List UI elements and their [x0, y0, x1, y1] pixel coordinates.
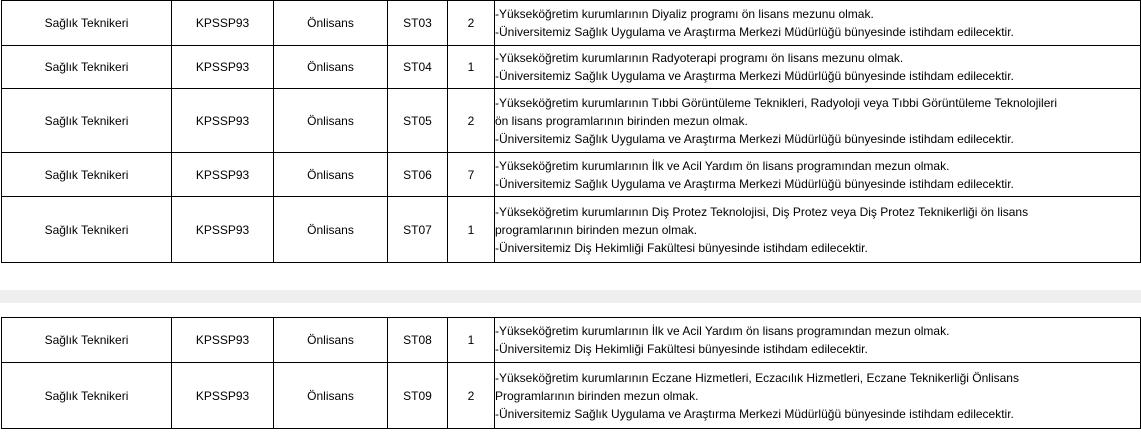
- positions-table-bottom: [1, 317, 1141, 429]
- education-level: Önlisans: [274, 46, 388, 89]
- table-row: [2, 318, 1141, 363]
- education-level: Önlisans: [274, 89, 388, 153]
- requirement-line: -Yükseköğretim kurumlarının Radyoterapi programı ön lisans mezunu olmak.: [495, 51, 904, 65]
- position-title: Sağlık Teknikeri: [2, 89, 172, 153]
- requirement-line: -Yükseköğretim kurumlarının İlk ve Acil Yardım ön lisans programından mezun olmak.: [495, 324, 950, 338]
- position-code: ST08: [388, 318, 448, 363]
- score-type: KPSSP93: [172, 153, 274, 197]
- requirement-line: programlarının birinden mezun olmak.: [495, 222, 698, 237]
- education-level: Önlisans: [274, 318, 388, 363]
- position-code: ST05: [388, 89, 448, 153]
- position-code: ST07: [388, 197, 448, 263]
- table-row: [2, 89, 1141, 153]
- position-title: Sağlık Teknikeri: [2, 46, 172, 89]
- position-count: 1: [448, 318, 495, 363]
- requirements-cell: [495, 153, 1141, 197]
- score-type: KPSSP93: [172, 46, 274, 89]
- position-code: ST09: [388, 363, 448, 429]
- position-code: ST03: [388, 1, 448, 46]
- requirement-line: -Yükseköğretim kurumlarının Diyaliz programı ön lisans mezunu olmak.: [495, 7, 874, 21]
- position-count: 2: [448, 363, 495, 429]
- positions-table-top: [1, 0, 1141, 263]
- score-type: KPSSP93: [172, 197, 274, 263]
- requirement-line: -Yükseköğretim kurumlarının Diş Protez Teknolojisi, Diş Protez veya Diş Protez Teknikerliği ön lisans: [495, 204, 1029, 219]
- requirement-line: -Üniversitemiz Sağlık Uygulama ve Araştırma Merkezi Müdürlüğü bünyesinde istihdam edilecektir.: [495, 131, 1014, 146]
- requirement-line: -Üniversitemiz Sağlık Uygulama ve Araştırma Merkezi Müdürlüğü bünyesinde istihdam edilecektir.: [495, 25, 1014, 39]
- requirements-cell: [495, 46, 1141, 89]
- position-title: Sağlık Teknikeri: [2, 153, 172, 197]
- page-gap: [0, 290, 1141, 303]
- requirement-line: -Üniversitemiz Diş Hekimliği Fakültesi bünyesinde istihdam edilecektir.: [495, 240, 868, 255]
- requirement-line: -Üniversitemiz Sağlık Uygulama ve Araştırma Merkezi Müdürlüğü bünyesinde istihdam edilecektir.: [495, 176, 1014, 191]
- position-code: ST06: [388, 153, 448, 197]
- score-type: KPSSP93: [172, 318, 274, 363]
- position-count: 2: [448, 89, 495, 153]
- table-row: [2, 46, 1141, 89]
- table-row: [2, 1, 1141, 46]
- requirement-line: -Yükseköğretim kurumlarının Tıbbi Görüntüleme Teknikleri, Radyoloji veya Tıbbi Görüntüleme Teknolojileri: [495, 95, 1058, 110]
- score-type: KPSSP93: [172, 1, 274, 46]
- position-count: 7: [448, 153, 495, 197]
- position-count: 2: [448, 1, 495, 46]
- position-title: Sağlık Teknikeri: [2, 1, 172, 46]
- education-level: Önlisans: [274, 153, 388, 197]
- position-count: 1: [448, 197, 495, 263]
- score-type: KPSSP93: [172, 363, 274, 429]
- requirements-cell: [495, 363, 1141, 429]
- table-row: [2, 197, 1141, 263]
- position-title: Sağlık Teknikeri: [2, 197, 172, 263]
- requirements-cell: [495, 318, 1141, 363]
- position-count: 1: [448, 46, 495, 89]
- requirement-line: -Yükseköğretim kurumlarının Eczane Hizmetleri, Eczacılık Hizmetleri, Eczane Teknikerliği Önlisans: [495, 370, 1019, 385]
- requirements-cell: [495, 197, 1141, 263]
- education-level: Önlisans: [274, 1, 388, 46]
- requirement-line: -Üniversitemiz Sağlık Uygulama ve Araştırma Merkezi Müdürlüğü bünyesinde istihdam edilecektir.: [495, 69, 1014, 83]
- education-level: Önlisans: [274, 363, 388, 429]
- score-type: KPSSP93: [172, 89, 274, 153]
- requirements-cell: [495, 1, 1141, 46]
- position-title: Sağlık Teknikeri: [2, 363, 172, 429]
- position-code: ST04: [388, 46, 448, 89]
- requirement-line: Programlarının birinden mezun olmak.: [495, 388, 699, 403]
- table-row: [2, 363, 1141, 429]
- requirement-line: -Üniversitemiz Sağlık Uygulama ve Araştırma Merkezi Müdürlüğü bünyesinde istihdam edilecektir.: [495, 406, 1014, 421]
- requirement-line: ön lisans programlarının birinden mezun olmak.: [495, 113, 748, 128]
- requirement-line: -Üniversitemiz Diş Hekimliği Fakültesi bünyesinde istihdam edilecektir.: [495, 342, 868, 356]
- position-title: Sağlık Teknikeri: [2, 318, 172, 363]
- table-row: [2, 153, 1141, 197]
- requirement-line: -Yükseköğretim kurumlarının İlk ve Acil Yardım ön lisans programından mezun olmak.: [495, 158, 950, 173]
- requirements-cell: [495, 89, 1141, 153]
- education-level: Önlisans: [274, 197, 388, 263]
